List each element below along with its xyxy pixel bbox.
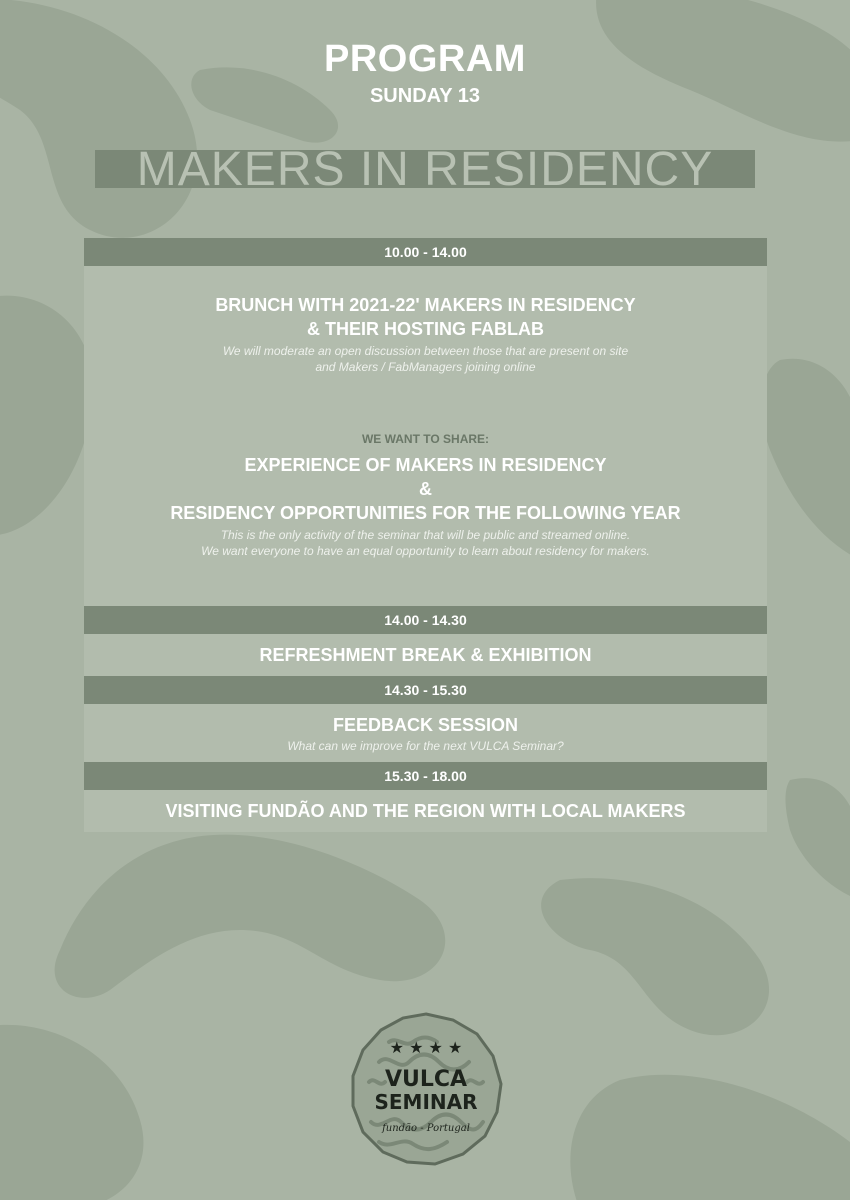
share-heading: EXPERIENCE OF MAKERS IN RESIDENCY	[244, 455, 607, 475]
time-label: 15.30 - 18.00	[384, 768, 467, 784]
section-banner	[95, 143, 755, 196]
share-description: This is the only activity of the seminar that will be public and streamed online.	[220, 528, 631, 542]
session-panel	[84, 266, 767, 606]
share-ampersand: &	[419, 479, 432, 499]
share-label: WE WANT TO SHARE:	[361, 432, 490, 446]
session-panel	[84, 790, 767, 832]
page-subtitle: SUNDAY 13	[369, 85, 481, 107]
time-bar	[84, 606, 767, 634]
time-bar	[84, 238, 767, 266]
session-description: We will moderate an open discussion between those that are present on site	[222, 344, 629, 358]
banner-label: MAKERS IN RESIDENCY	[136, 143, 714, 196]
session-panel	[84, 634, 767, 676]
time-label: 14.30 - 15.30	[384, 682, 467, 698]
time-label: 10.00 - 14.00	[384, 244, 467, 260]
logo-stars: ★ ★ ★ ★	[389, 1038, 463, 1057]
session-description: What can we improve for the next VULCA Seminar?	[287, 739, 564, 753]
vulca-seminar-logo	[349, 1012, 503, 1166]
time-bar	[84, 676, 767, 704]
time-bar	[84, 762, 767, 790]
session-title: BRUNCH WITH 2021-22' MAKERS IN RESIDENCY	[215, 295, 636, 315]
time-label: 14.00 - 14.30	[384, 612, 467, 628]
share-description: We want everyone to have an equal opportunity to learn about residency for makers.	[201, 544, 650, 558]
page-title: PROGRAM	[324, 38, 526, 80]
session-title: & THEIR HOSTING FABLAB	[307, 319, 544, 339]
session-description: and Makers / FabManagers joining online	[315, 360, 536, 374]
session-title: REFRESHMENT BREAK & EXHIBITION	[259, 645, 592, 665]
share-heading: RESIDENCY OPPORTUNITIES FOR THE FOLLOWING YEAR	[170, 503, 681, 523]
session-title: VISITING FUNDÃO AND THE REGION WITH LOCAL MAKERS	[165, 801, 686, 821]
session-panel	[84, 704, 767, 762]
logo-line1: VULCA	[384, 1067, 468, 1092]
logo-place: fundão - Portugal	[382, 1123, 470, 1134]
logo-line2: SEMINAR	[374, 1090, 478, 1114]
session-title: FEEDBACK SESSION	[332, 715, 519, 735]
